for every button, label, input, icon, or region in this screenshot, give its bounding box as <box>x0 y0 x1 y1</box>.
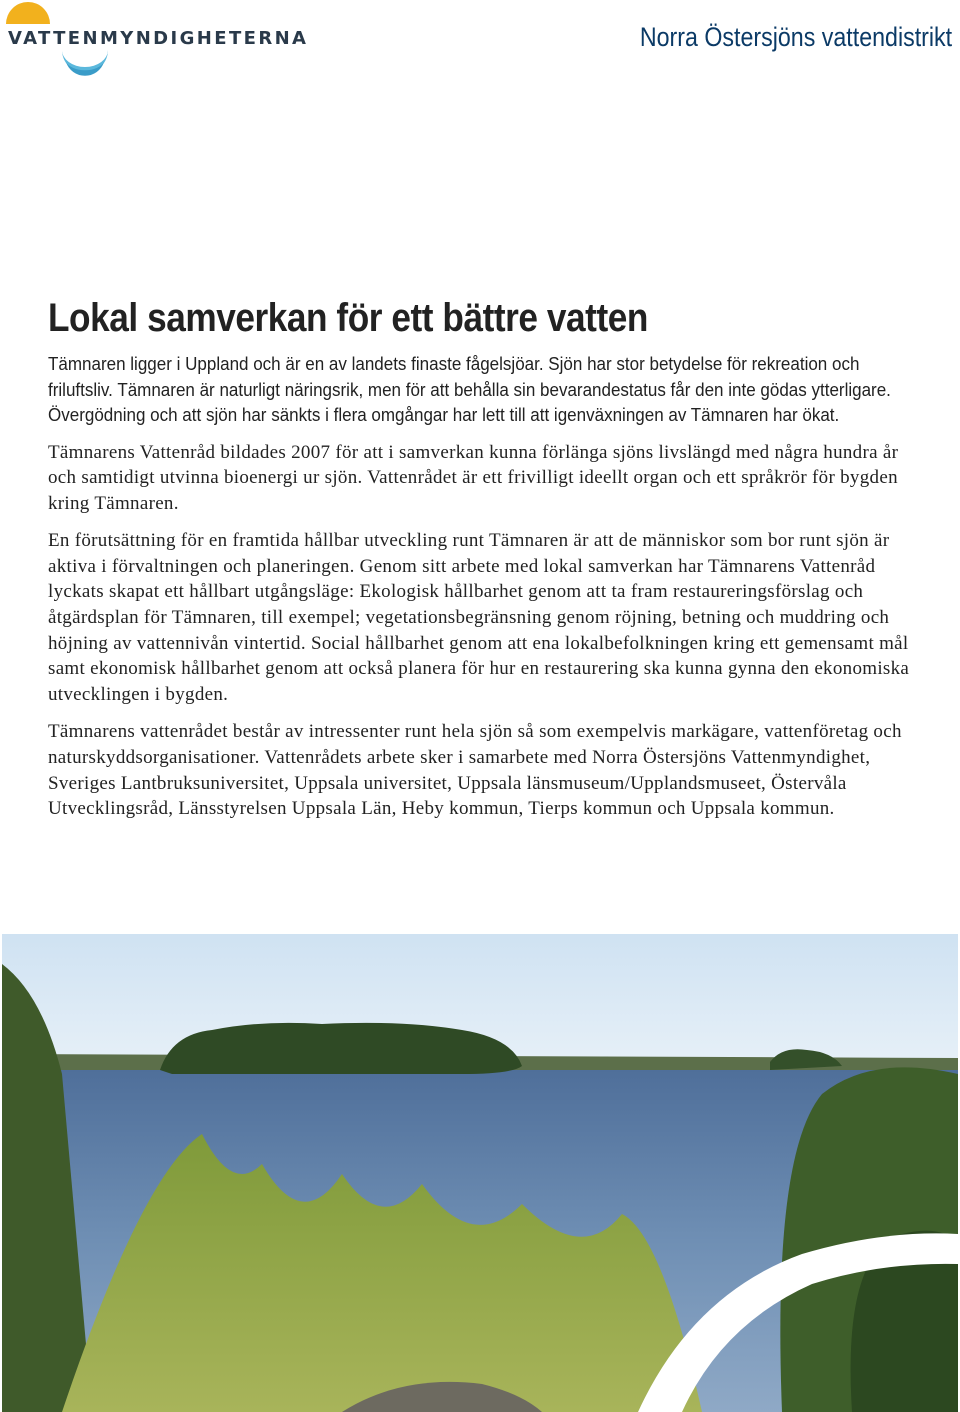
article <box>48 296 918 834</box>
body-paragraph-3: Tämnarens vattenrådet består av intressenter runt hela sjön så som exempelvis markägare, vattenföretag och naturskyddsorganisationer. Vattenrådets arbete sker i samarbete med Norra Östersjöns Vattenmyndighet, Sveriges Lantbruksuniversitet, Uppsala universitet, Uppsala länsmuseum/Upplandsmuseet, Östervåla Utvecklingsråd, Länsstyrelsen Uppsala Län, Heby kommun, Tierps kommun och Uppsala kommun. <box>48 721 902 820</box>
district-title: Norra Östersjöns vattendistrikt <box>639 22 952 52</box>
body-paragraph-2: En förutsättning för en framtida hållbar utveckling runt Tämnaren är att de människor som bor runt sjön är aktiva i förvaltningen och planeringen. Genom sitt arbete med lokal samverkan har Tämnarens Vattenråd lyckats skapat ett hållbart utgångsläge: Ekologisk hållbarhet genom att ta fram restaureringsförslag och åtgärdsplan för Tämnaren, till exempel; vegetationsbegränsning genom röjning, betning och muddring och höjning av vattennivån vintertid. Social hållbarhet genom att ena lokalbefolkningen kring ett gemensamt mål samt ekonomisk hållbarhet genom att också planera för hur en restaurering ska kunna gynna den ekonomiska utvecklingen i bygden. <box>48 530 910 705</box>
sun-icon <box>6 2 50 24</box>
lead-paragraph: Tämnaren ligger i Uppland och är en av landets finaste fågelsjöar. Sjön har stor betydelse för rekreation och friluftsliv. Tämnaren är naturligt näringsrik, men för att behålla sin bevarandestatus får den inte gödas ytterligare. Övergödning och att sjön har sänkts i flera omgångar har lett till att igenväxningen av Tämnaren har ökat. <box>48 353 891 425</box>
page-title: Lokal samverkan för ett bättre vatten <box>48 296 648 340</box>
vattenmyndigheterna-logo <box>4 0 309 80</box>
lake-photo <box>2 934 958 1412</box>
logo-text: VATTENMYNDIGHETERNA <box>8 28 309 49</box>
body-paragraph-1: Tämnarens Vattenråd bildades 2007 för att i samverkan kunna förlänga sjöns livslängd med några hundra år och samtidigt utvinna bioenergi ur sjön. Vattenrådet är ett frivilligt ideellt organ och ett språkrör för bygden kring Tämnaren. <box>48 441 899 514</box>
water-wave-icon <box>62 50 108 73</box>
